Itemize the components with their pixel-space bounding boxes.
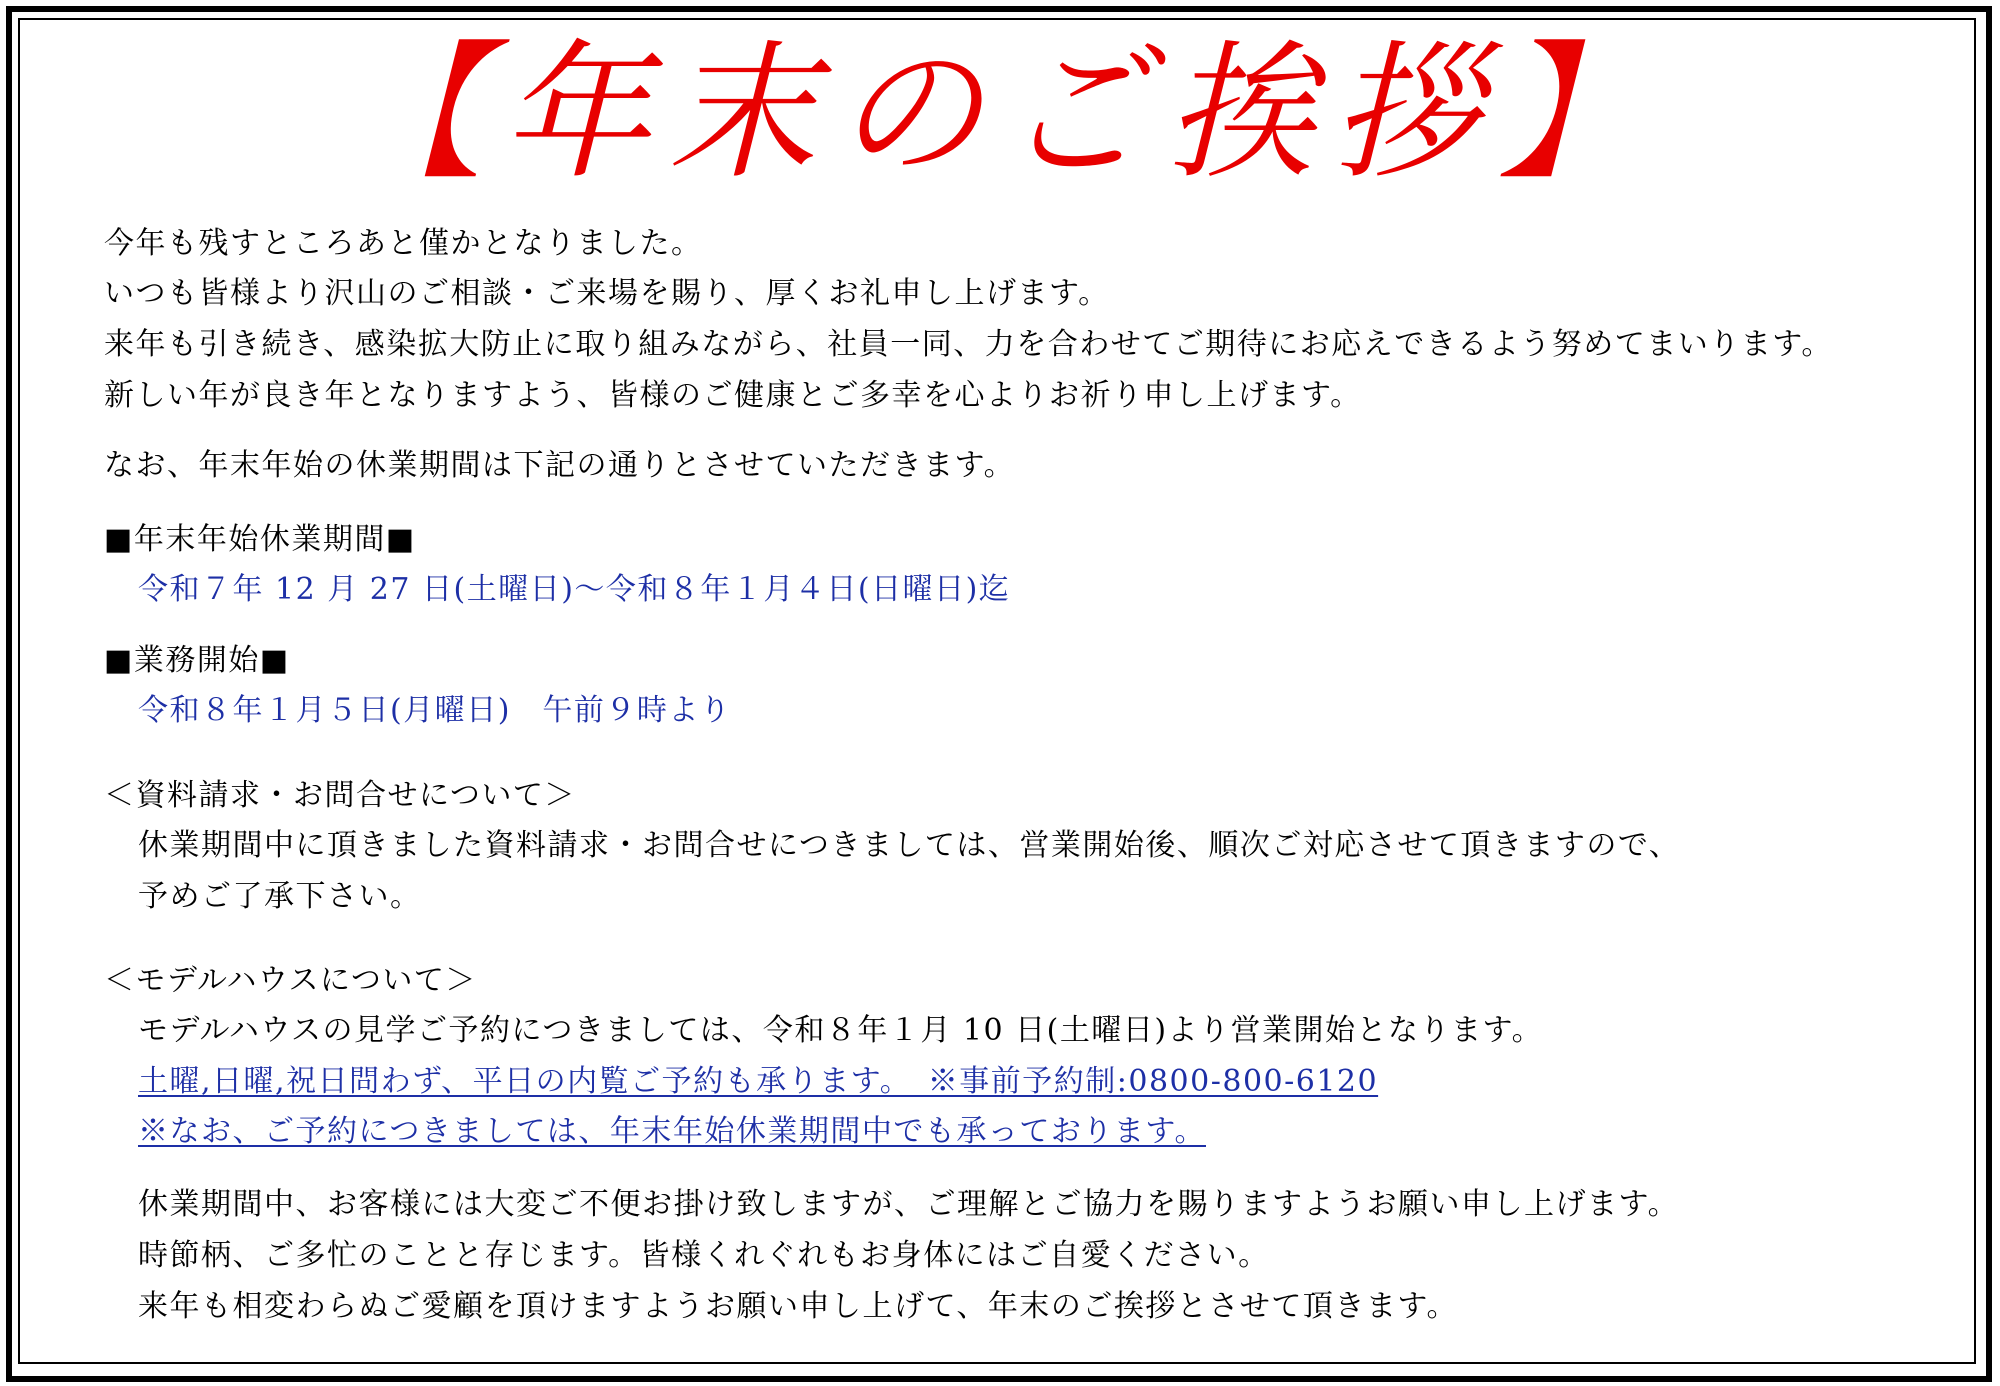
inquiry-line-1: 休業期間中に頂きました資料請求・お問合せにつきましては、営業開始後、順次ご対応させて頂きますので、 (138, 828, 1681, 863)
closing-line-2: 時節柄、ご多忙のことと存じます。皆様くれぐれもお身体にはご自愛ください。 (138, 1238, 1270, 1273)
greeting-line-2: いつも皆様より沢山のご相談・ご来場を賜り、厚くお礼申し上げます。 (104, 276, 1110, 311)
greeting-line-4: 新しい年が良き年となりますよう、皆様のご健康とご多幸を心よりお祈り申し上げます。 (104, 378, 1362, 413)
model-house-holiday-note: ※なお、ご予約につきましては、年末年始休業期間中でも承っております。 (138, 1114, 1206, 1149)
page-title: 【年末のご挨拶】 (336, 27, 1664, 199)
business-start-heading: ■業務開始■ (104, 643, 290, 678)
inquiry-heading: ＜資料請求・お問合せについて＞ (104, 778, 576, 813)
model-house-reservation-link[interactable]: 土曜,日曜,祝日問わず、平日の内覧ご予約も承ります。 ※事前予約制:0800-800-6120 (138, 1064, 1379, 1099)
business-start-date: 令和８年１月５日(月曜日) 午前９時より (138, 693, 732, 728)
greeting-line-3: 来年も引き続き、感染拡大防止に取り組みながら、社員一同、力を合わせてご期待にお応えできるよう努めてまいります。 (104, 327, 1833, 362)
holiday-notice: なお、年末年始の休業期間は下記の通りとさせていただきます。 (104, 448, 1016, 483)
closing-line-1: 休業期間中、お客様には大変ご不便お掛け致しますが、ご理解とご協力を賜りますようお願い申し上げます。 (138, 1187, 1680, 1222)
holiday-period: 令和７年 12 月 27 日(土曜日)～令和８年１月４日(日曜日)迄 (138, 572, 1011, 607)
holiday-heading: ■年末年始休業期間■ (104, 522, 416, 557)
greeting-line-1: 今年も残すところあと僅かとなりました。 (104, 226, 703, 261)
closing-line-3: 来年も相変わらぬご愛顧を頂けますようお願い申し上げて、年末のご挨拶とさせて頂きます。 (138, 1289, 1458, 1324)
inquiry-line-2: 予めご了承下さい。 (138, 879, 422, 914)
model-house-line-1: モデルハウスの見学ご予約につきましては、令和８年１月 10 日(土曜日)より営業開始となります。 (138, 1013, 1544, 1048)
model-house-heading: ＜モデルハウスについて＞ (104, 963, 477, 998)
